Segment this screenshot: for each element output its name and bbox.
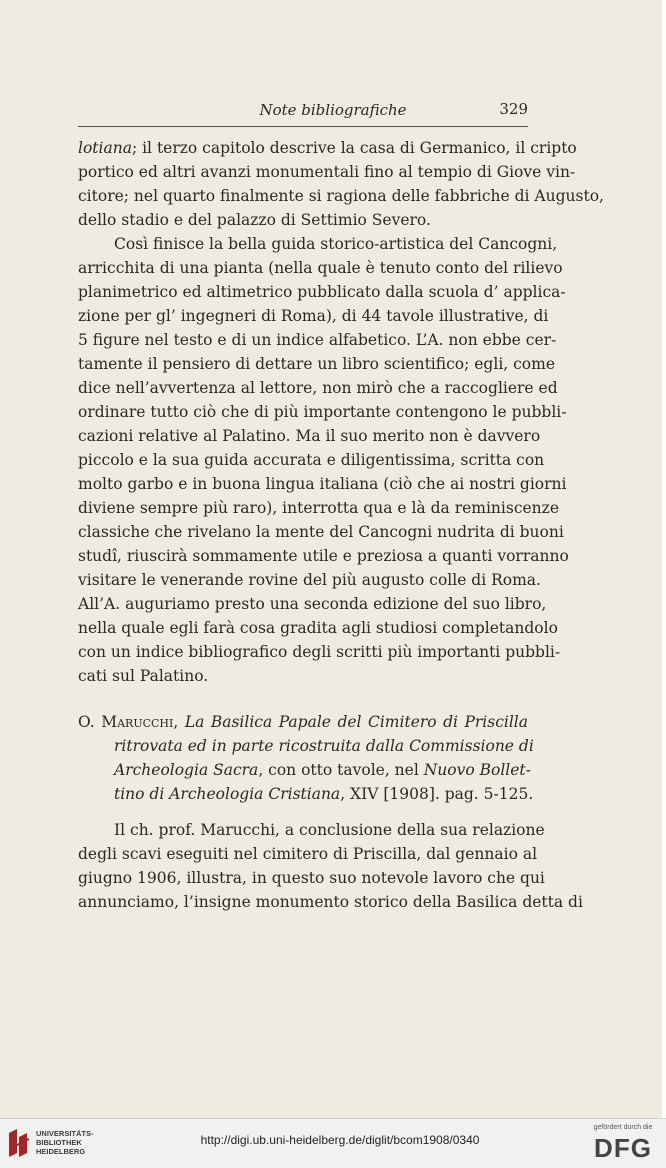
- library-logo-text: [36, 1129, 94, 1156]
- text-line: molto garbo e in buona lingua italiana (ciò che ai nostri giorni: [78, 475, 567, 493]
- page-number: 329: [499, 100, 528, 118]
- logo-line: UNIVERSITÄTS-: [36, 1129, 94, 1138]
- text-line: diviene sempre più raro), interrotta qua e là da reminiscenze: [78, 499, 559, 517]
- text-line: zione per gl’ ingegneri di Roma), di 44 tavole illustrative, di: [78, 307, 549, 325]
- text-line: con un indice bibliografico degli scritti più importanti pubbli-: [78, 643, 561, 661]
- text-line: [78, 136, 577, 160]
- library-logo-icon: [6, 1127, 32, 1159]
- text-run: ; il terzo capitolo descrive la casa di Germanico, il cripto: [131, 139, 577, 157]
- work-title: La Basilica Papale del Cimitero di Priscilla: [184, 713, 528, 731]
- text-line: ordinare tutto ciò che di più importante contengono le pubbli-: [78, 403, 567, 421]
- text-line: arricchita di una pianta (nella quale è tenuto conto del rilievo: [78, 259, 563, 277]
- text-line: visitare le venerande rovine del più augusto colle di Roma.: [78, 571, 541, 589]
- logo-line: BIBLIOTHEK: [36, 1138, 82, 1147]
- italic-word: lotiana: [78, 139, 132, 157]
- text-line: giugno 1906, illustra, in questo suo notevole lavoro che qui: [78, 869, 545, 887]
- text-line: piccolo e la sua guida accurata e diligentissima, scritta con: [78, 451, 545, 469]
- running-header-title: Note bibliografiche: [259, 101, 407, 119]
- text-line: cati sul Palatino.: [78, 667, 209, 685]
- text-run: , XIV [1908]. pag. 5-125.: [340, 785, 534, 803]
- text-line: cazioni relative al Palatino. Ma il suo merito non è davvero: [78, 427, 541, 445]
- permalink-url[interactable]: http://digi.ub.uni-heidelberg.de/diglit/bcom1908/0340: [200, 1133, 480, 1147]
- text-run: , con otto tavole, nel: [258, 761, 419, 779]
- text-line: dice nell’avvertenza al lettore, non mirò che a raccogliere ed: [78, 379, 558, 397]
- journal-title: Nuovo Bollet-: [423, 761, 531, 779]
- text-line: tamente il pensiero di dettare un libro scientifico; egli, come: [78, 355, 556, 373]
- author-surname: Marucchi,: [101, 713, 179, 731]
- reference-line: ritrovata ed in parte ricostruita dalla Commissione di: [114, 737, 534, 755]
- text-line: portico ed altri avanzi monumentali fino al tempio di Giove vin-: [78, 163, 576, 181]
- text-line: annunciamo, l’insigne monumento storico della Basilica detta di: [78, 893, 583, 911]
- dfg-logo: DFG: [594, 1133, 652, 1163]
- viewer-footer: [0, 1118, 666, 1168]
- reference-line: [114, 782, 534, 806]
- text-line: classiche che rivelano la mente del Cancogni nudrita di buoni: [78, 523, 564, 541]
- header-rule: [78, 126, 528, 127]
- italic-run: Archeologia Sacra: [114, 761, 259, 779]
- reference-line: [114, 758, 531, 782]
- text-line: planimetrico ed altimetrico pubblicato dalla scuola d’ applica-: [78, 283, 566, 301]
- text-line: nella quale egli farà cosa gradita agli studiosi completandolo: [78, 619, 558, 637]
- text-line: Così finisce la bella guida storico-artistica del Cancogni,: [114, 235, 558, 253]
- text-line: citore; nel quarto finalmente si ragiona delle fabbriche di Augusto,: [78, 187, 604, 205]
- funding-note: gefördert durch die: [593, 1124, 653, 1131]
- text-line: dello stadio e del palazzo di Settimio Severo.: [78, 211, 431, 229]
- logo-line: HEIDELBERG: [36, 1147, 86, 1156]
- text-line: Il ch. prof. Marucchi, a conclusione della sua relazione: [114, 821, 545, 839]
- reference-line: [78, 710, 528, 734]
- text-line: 5 figure nel testo e di un indice alfabetico. L’A. non ebbe cer-: [78, 331, 557, 349]
- text-line: degli scavi eseguiti nel cimitero di Priscilla, dal gennaio al: [78, 845, 538, 863]
- journal-title: tino di Archeologia Cristiana: [114, 785, 341, 803]
- author-initial: O.: [78, 713, 95, 731]
- text-line: studî, riuscirà sommamente utile e preziosa a quanti vorranno: [78, 547, 569, 565]
- text-line: All’A. auguriamo presto una seconda edizione del suo libro,: [78, 595, 547, 613]
